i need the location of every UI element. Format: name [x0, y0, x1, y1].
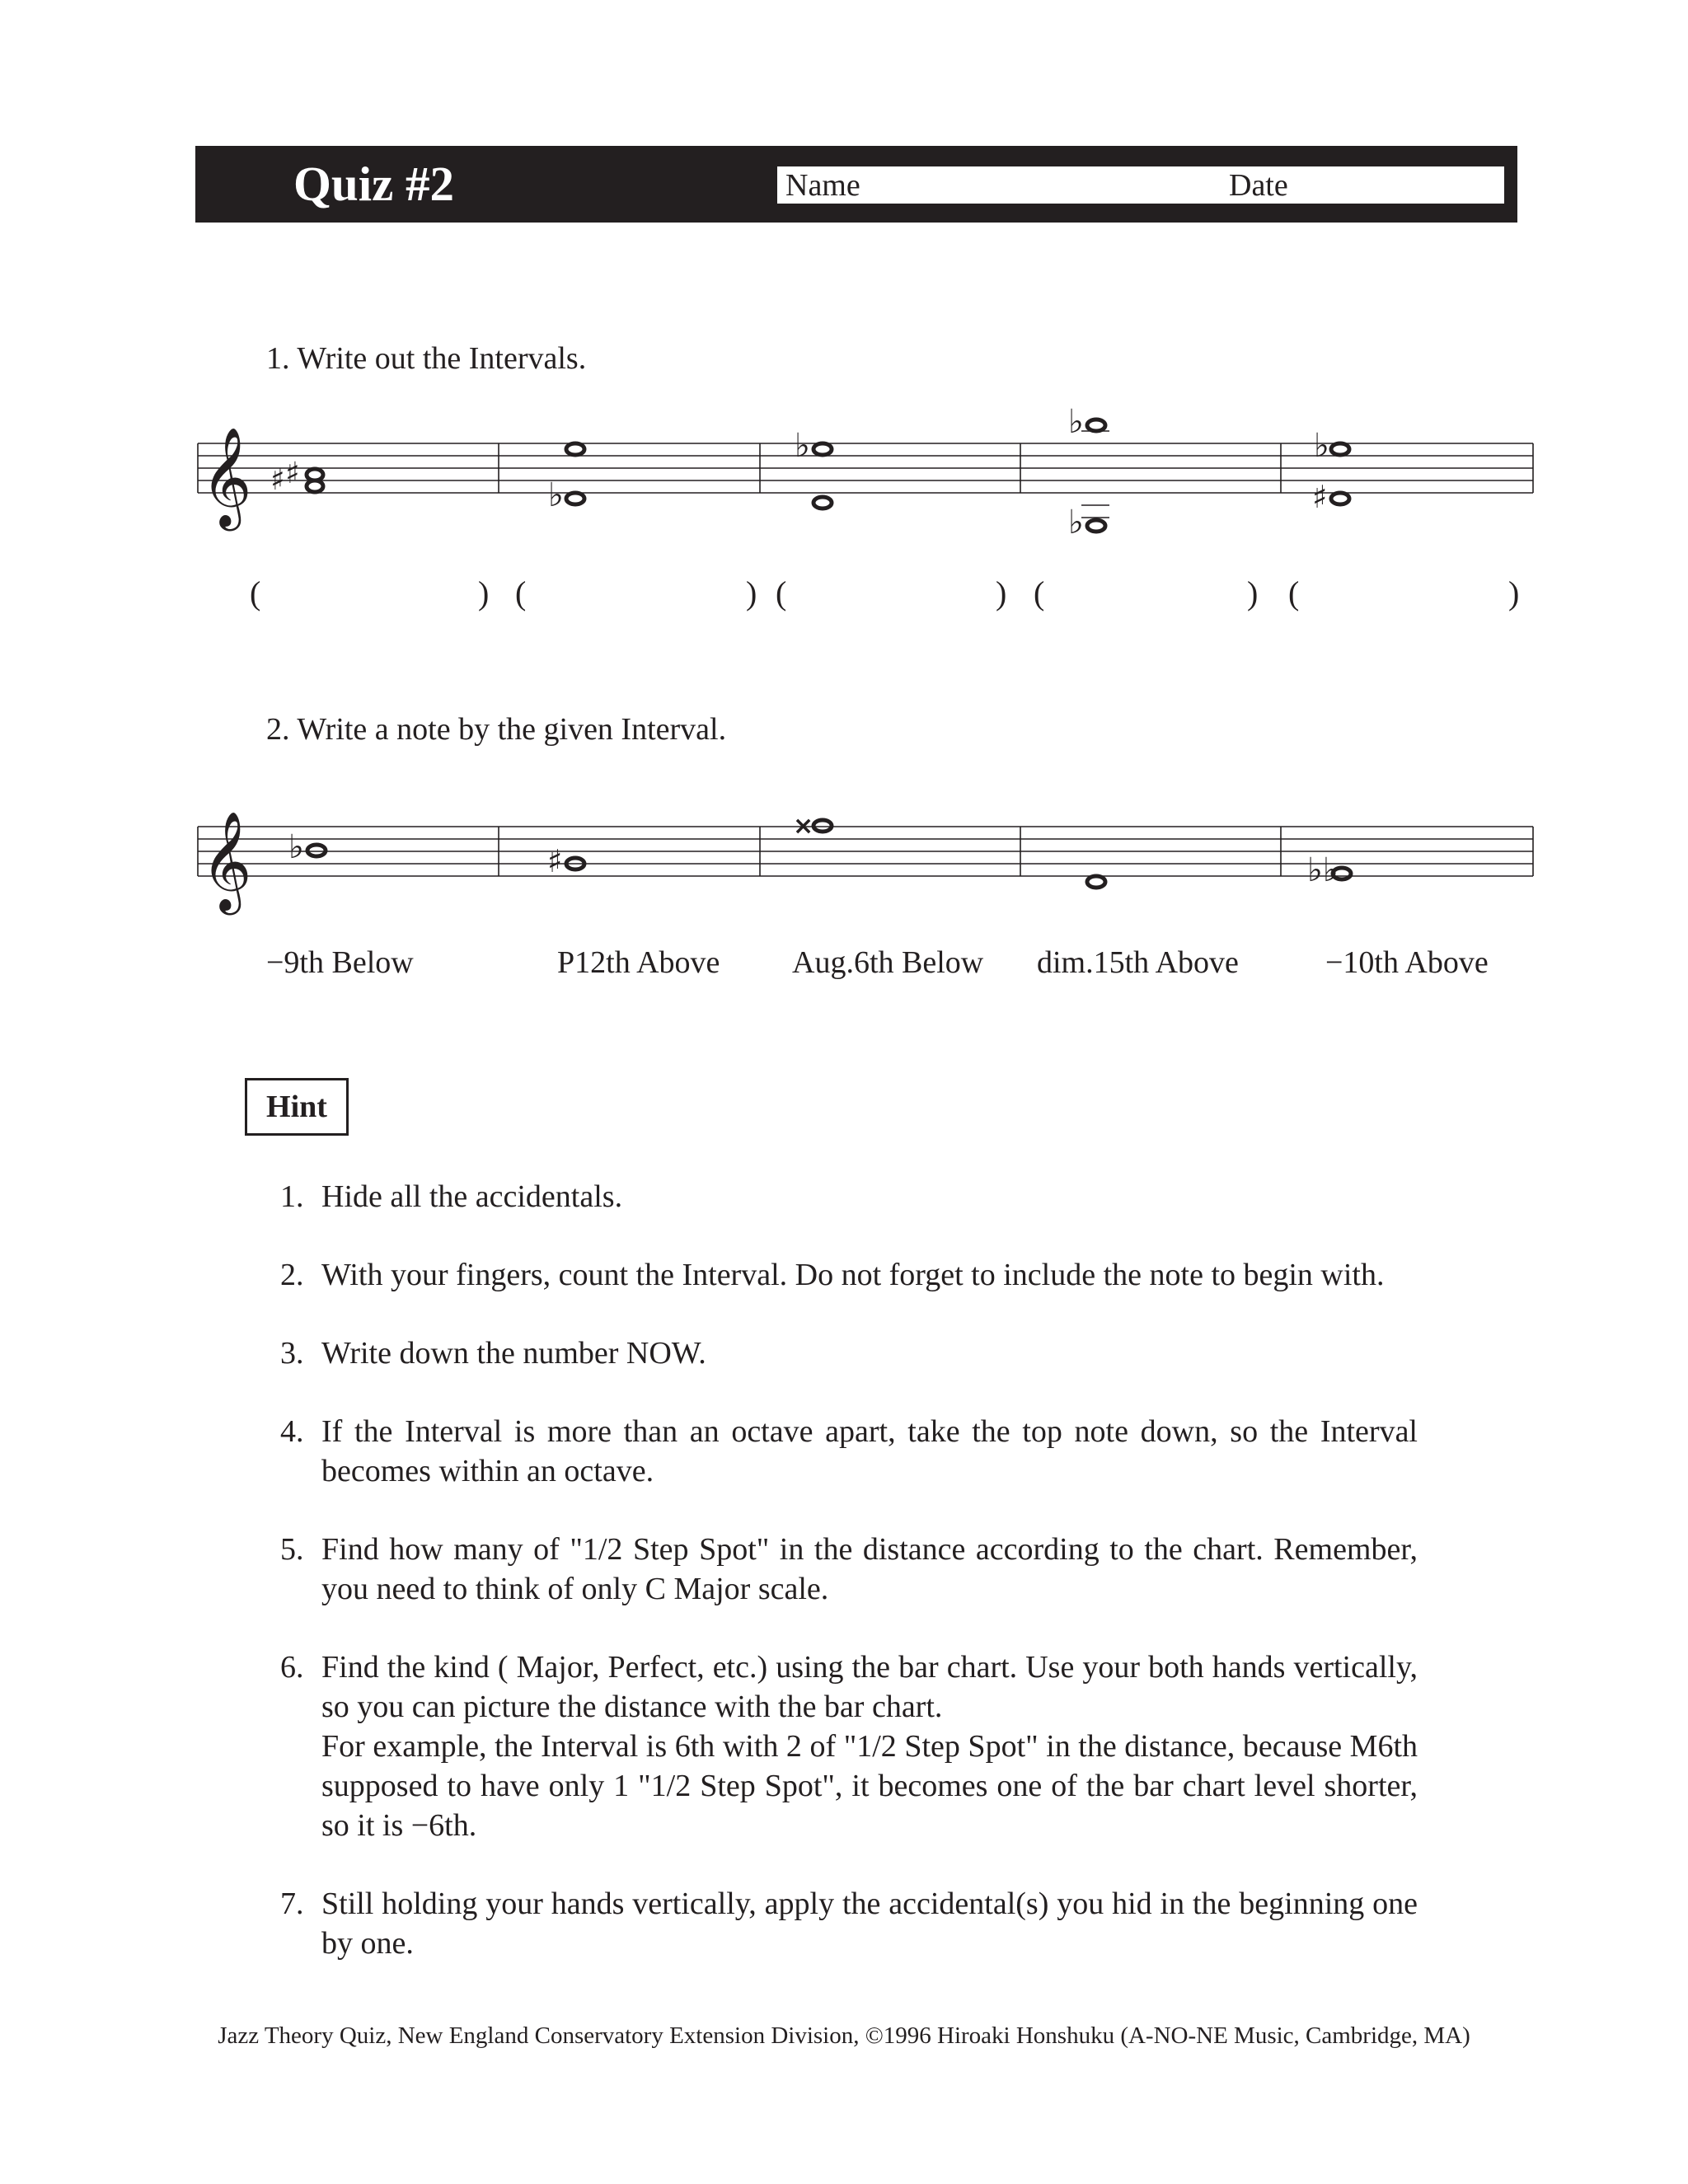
- flat-accidental: ♭: [288, 828, 304, 866]
- name-date-field[interactable]: [776, 165, 1506, 205]
- answer-paren-close: ): [1247, 574, 1259, 612]
- date-label: Date: [1229, 168, 1288, 203]
- hint-number: 5.: [280, 1532, 304, 1567]
- flat-accidental: ♭: [1068, 504, 1084, 541]
- whole-note: [1087, 520, 1105, 532]
- whole-note: [566, 493, 584, 504]
- double-sharp-accidental: ×: [793, 812, 814, 841]
- question-1-prompt: 1. Write out the Intervals.: [266, 341, 587, 376]
- hint-example-text: For example, the Interval is 6th with 2 of "1/2 Step Spot" in the distance, because M6th supposed to have only 1 "1/2 Step Spot", it becomes one of the bar chart level shorter, so it is −6th.: [321, 1729, 1418, 1843]
- hint-item: [280, 1884, 1418, 1963]
- sharp-accidental: ♯: [547, 843, 563, 879]
- staff-question-1: [0, 387, 1688, 552]
- hint-item: [280, 1412, 1418, 1491]
- whole-note: [1087, 419, 1105, 431]
- hint-text: Write down the number NOW.: [321, 1336, 706, 1371]
- hint-number: 1.: [280, 1179, 304, 1214]
- answer-paren-close: ): [746, 574, 757, 612]
- hint-number: 6.: [280, 1650, 304, 1685]
- interval-label: P12th Above: [557, 945, 720, 980]
- whole-note: [1087, 876, 1105, 888]
- hint-text: If the Interval is more than an octave apart, take the top note down, so the Interval becomes within an octave.: [321, 1414, 1418, 1488]
- flat-accidental: ♭: [795, 427, 810, 465]
- double-flat-accidental: ♭♭: [1307, 851, 1339, 889]
- hint-item: [280, 1255, 1418, 1295]
- hint-item: [280, 1647, 1418, 1845]
- sharp-accidental: ♯: [285, 457, 300, 490]
- whole-note: [307, 480, 323, 492]
- hint-text: With your fingers, count the Interval. Do not forget to include the note to begin with.: [321, 1258, 1385, 1292]
- answer-paren-open: (: [515, 574, 527, 612]
- hint-label: Hint: [245, 1078, 349, 1136]
- name-label: Name: [785, 168, 860, 203]
- whole-note: [814, 497, 832, 509]
- hint-item: [280, 1530, 1418, 1609]
- answer-paren-close: ): [996, 574, 1007, 612]
- hint-item: [280, 1177, 1418, 1216]
- whole-note: [1331, 493, 1349, 504]
- whole-note: [814, 443, 832, 455]
- answer-paren-open: (: [776, 574, 787, 612]
- hint-text: Hide all the accidentals.: [321, 1179, 623, 1214]
- interval-label: dim.15th Above: [1037, 945, 1239, 980]
- staff-question-2: [0, 791, 1688, 911]
- answer-paren-close: ): [1508, 574, 1520, 612]
- question-2-prompt: 2. Write a note by the given Interval.: [266, 712, 727, 747]
- interval-label: −9th Below: [266, 945, 414, 980]
- whole-note: [814, 820, 832, 832]
- flat-accidental: ♭: [1314, 427, 1329, 465]
- hint-text: Still holding your hands vertically, apply the accidental(s) you hid in the beginning one by one.: [321, 1886, 1418, 1961]
- footer-credit: Jazz Theory Quiz, New England Conservatory Extension Division, ©1996 Hiroaki Honshuku (A-NO-NE Music, Cambridge, MA): [218, 2022, 1470, 2049]
- hint-text: Find the kind ( Major, Perfect, etc.) using the bar chart. Use your both hands vertically, so you can picture the distance with the bar chart.: [321, 1650, 1418, 1724]
- interval-label: −10th Above: [1325, 945, 1489, 980]
- answer-paren-close: ): [478, 574, 490, 612]
- hint-item: [280, 1333, 1418, 1373]
- flat-accidental: ♭: [548, 476, 564, 514]
- whole-note: [1331, 443, 1349, 455]
- hint-text: Find how many of "1/2 Step Spot" in the distance according to the chart. Remember, you need to think of only C Major scale.: [321, 1532, 1418, 1606]
- whole-note: [307, 845, 326, 856]
- hint-number: 4.: [280, 1414, 304, 1449]
- hint-number: 3.: [280, 1336, 304, 1371]
- answer-paren-open: (: [250, 574, 261, 612]
- hint-number: 7.: [280, 1886, 304, 1921]
- treble-clef: 𝄞: [201, 810, 252, 911]
- hint-number: 2.: [280, 1258, 304, 1292]
- hint-list: [280, 1177, 1418, 2002]
- quiz-title: Quiz #2: [293, 157, 455, 211]
- whole-note: [566, 443, 584, 455]
- sharp-accidental: ♯: [1312, 479, 1328, 515]
- flat-accidental: ♭: [1068, 403, 1084, 441]
- sharp-accidental: ♯: [270, 463, 285, 497]
- answer-paren-open: (: [1034, 574, 1045, 612]
- treble-clef: 𝄞: [201, 426, 252, 527]
- answer-paren-open: (: [1288, 574, 1300, 612]
- interval-label: Aug.6th Below: [792, 945, 984, 980]
